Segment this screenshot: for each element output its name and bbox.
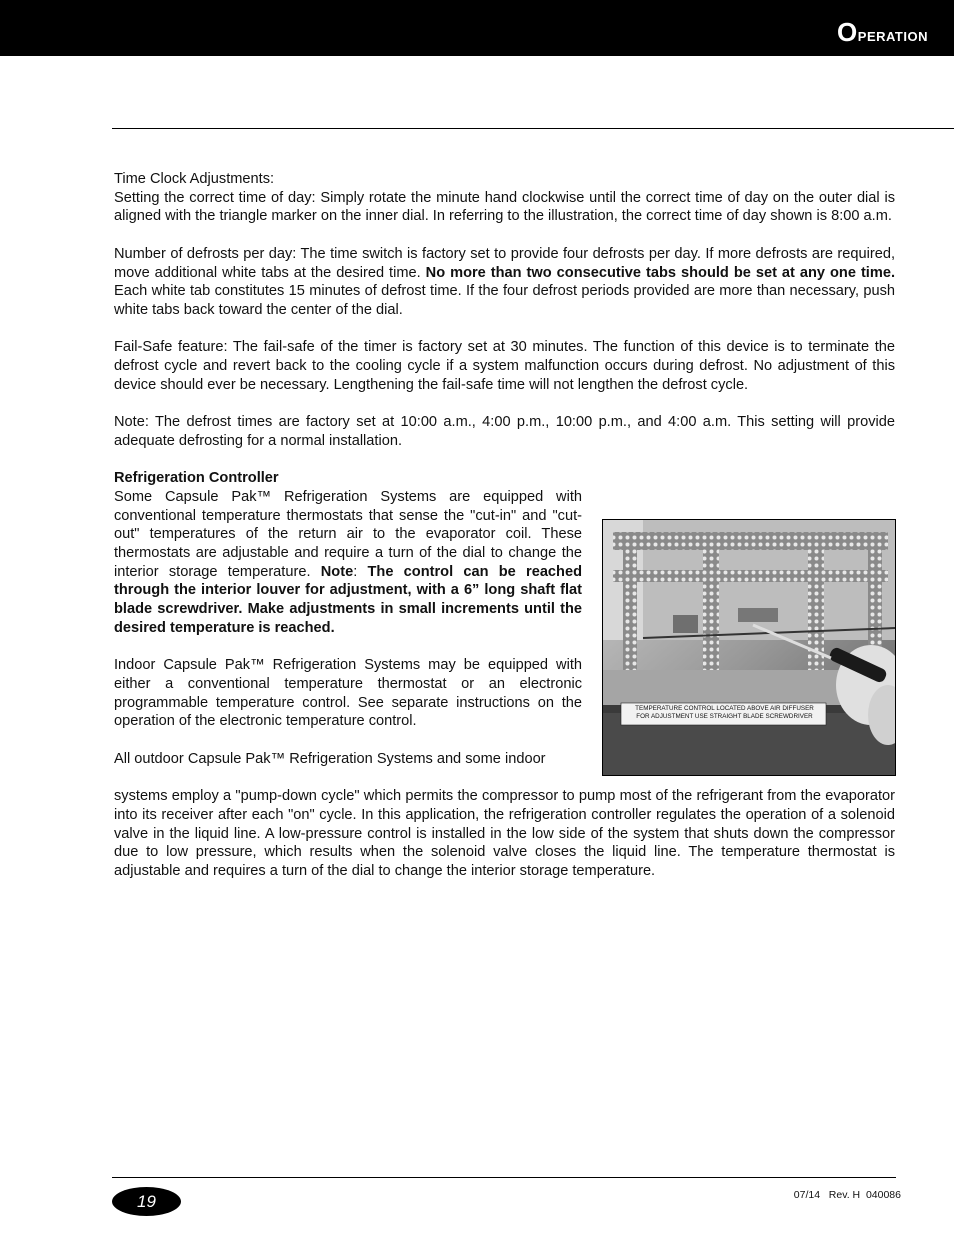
top-divider <box>112 128 954 129</box>
time-clock-heading: Time Clock Adjustments: <box>114 171 275 187</box>
photo-label: TEMPERATURE CONTROL LOCATED ABOVE AIR DIFFUSER FOR ADJUSTMENT USE STRAIGHT BLADE SCREWDRIVER <box>635 705 814 720</box>
defrosts-section: Number of defrosts per day: The time switch is factory set to provide four defrosts per day. If more defrosts are required, move additional white tabs at the desired time. No more than two consecutive tabs should be set at any one time. Each white tab constitutes 15 minutes of defrost time. If the four defrost periods provided are more than necessary, push white tabs back toward the center of the dial. <box>114 245 896 318</box>
refrigeration-p2: Indoor Capsule Pak™ Refrigeration Systems may be equipped with either a conventional temperature thermostat or an electronic programmable temperature control. See separate instructions on the operation of the electronic temperature control. <box>114 657 582 730</box>
refrigeration-p1: Refrigeration Controller Some Capsule Pak™ Refrigeration Systems are equipped with conventional temperature thermostats that sense the "cut-in" and "cut-out" temperatures of the return air to the evaporator coil. These thermostats are adjustable and require a turn of the dial to change the interior storage temperature. Note: The control can be reached through the interior louver for adjustment, with a 6” long shaft flat blade screwdriver. Make adjustments in small increments until the desired temperature is reached. <box>114 470 582 636</box>
thermostat-photo <box>602 519 896 776</box>
bottom-divider <box>112 1177 896 1178</box>
refrigeration-p3-start: All outdoor Capsule Pak™ Refrigeration Systems and some indoor <box>114 750 546 767</box>
thermostat-photo-image <box>603 520 895 775</box>
defrost-warning: No more than two consecutive tabs should be set at any one time. <box>425 264 896 281</box>
fail-safe-section: Fail-Safe feature: The fail-safe of the timer is factory set at 30 minutes. The function of this device is to terminate the defrost cycle and revert back to the cooling cycle if a system malfunction occurs during defrost. No adjustment of this device should ever be necessary. Lengthening the fail-safe time will not lengthen the defrost cycle. <box>114 339 895 393</box>
time-clock-text: Setting the correct time of day: Simply rotate the minute hand clockwise until the correct time of day on the outer dial is aligned with the triangle marker on the inner dial. In referring to the illustration, the correct time of day shown is 8:00 a.m. <box>114 189 895 225</box>
defrost-note-section: Note: The defrost times are factory set at 10:00 a.m., 4:00 p.m., 10:00 p.m., and 4:00 a.m. This setting will provide adequate defrosting for a normal installation. <box>114 414 895 449</box>
header-bar <box>0 0 954 56</box>
time-clock-section <box>114 170 895 226</box>
refrigeration-narrow-column <box>114 469 582 768</box>
refrigeration-p3-rest: systems employ a "pump-down cycle" which permits the compressor to pump most of the refrigerant from the evaporator into its receiver after each "on" cycle. In this application, the refrigeration controller regulates the operation of a solenoid valve in the liquid line. A low-pressure control is installed in the low side of the system that shuts down the compressor due to low pressure, which results when the solenoid valve closes the liquid line. The temperature thermostat is adjustable and requires a turn of the dial to change the interior storage temperature. <box>114 788 895 879</box>
page-number: 19 <box>137 1192 156 1211</box>
refrigeration-heading: Refrigeration Controller <box>114 470 279 487</box>
page-title: Operation <box>837 17 928 47</box>
page-number-badge <box>112 1187 181 1216</box>
revision-text: 07/14 Rev. H 040086 <box>793 1189 901 1201</box>
